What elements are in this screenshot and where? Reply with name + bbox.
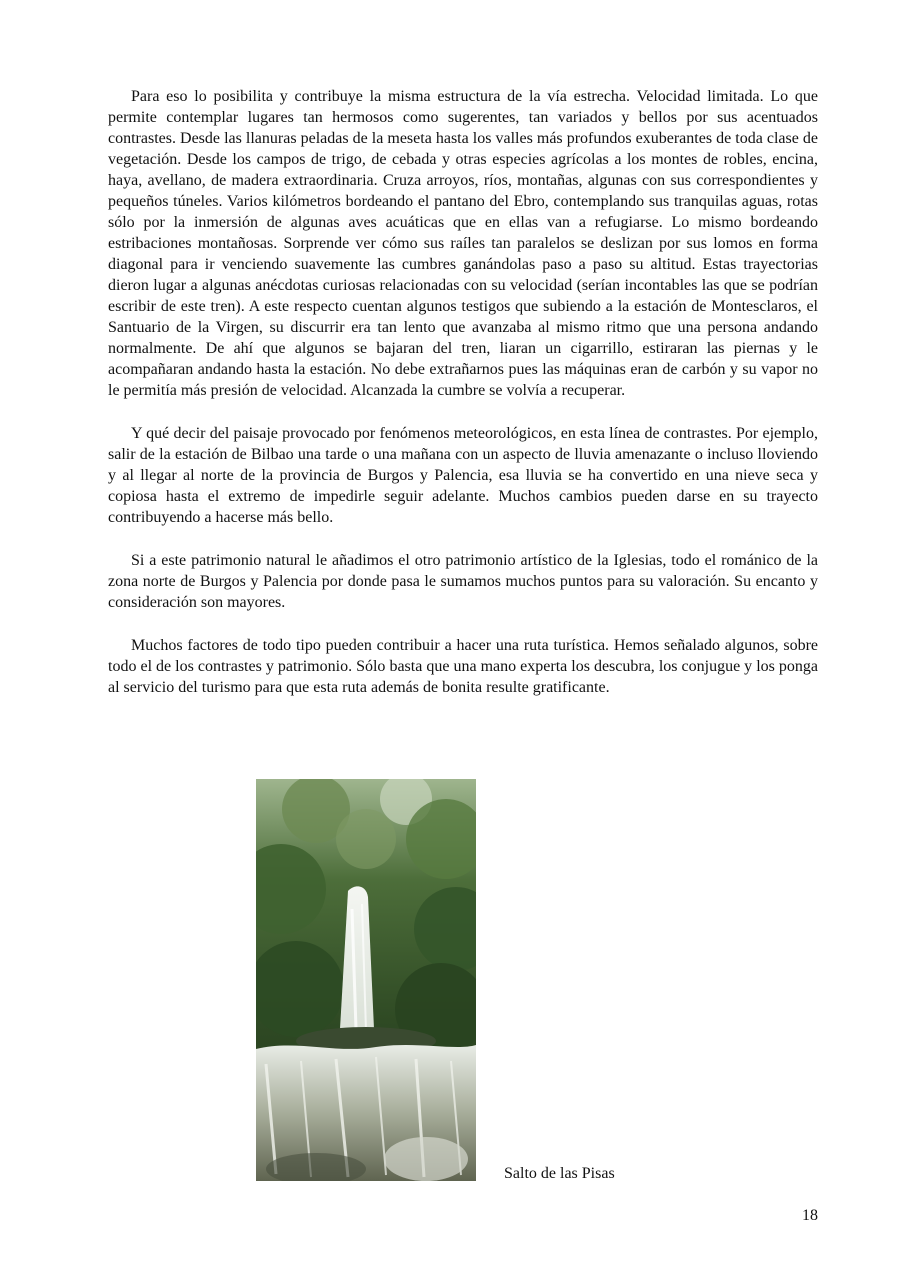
paragraph-ruta-turistica: Muchos factores de todo tipo pueden contribuir a hacer una ruta turística. Hemos señalado algunos, sobre todo el de los contrastes y patrimonio. Sólo basta que una mano experta los descubra, los conjugue y los ponga al servicio del turismo para que esta ruta además de bonita resulte gratificante. <box>108 637 818 696</box>
page-number: 18 <box>802 1207 818 1224</box>
waterfall-photo <box>256 779 476 1181</box>
document-body <box>108 86 818 720</box>
figure-caption: Salto de las Pisas <box>504 1165 615 1182</box>
paragraph-patrimonio-artistico: Si a este patrimonio natural le añadimos el otro patrimonio artístico de la Iglesias, todo el románico de la zona norte de Burgos y Palencia por donde pasa le sumamos muchos puntos para su valoración. Su encanto y consideración son mayores. <box>108 552 818 611</box>
paragraph-paisaje-meteorologico: Y qué decir del paisaje provocado por fenómenos meteorológicos, en esta línea de contrastes. Por ejemplo, salir de la estación de Bilbao una tarde o una mañana con un aspecto de lluvia amenazante o incluso lloviendo y al llegar al norte de la provincia de Burgos y Palencia, esa lluvia se ha convertido en una nieve seca y copiosa hasta el extremo de impedirle seguir adelante. Muchos cambios pueden darse en su trayecto contribuyendo a hacerse más bello. <box>108 425 818 526</box>
paragraph-via-estrecha: Para eso lo posibilita y contribuye la misma estructura de la vía estrecha. Velocidad limitada. Lo que permite contemplar lugares tan hermosos como sugerentes, tan variados y bellos por sus acentuados contrastes. Desde las llanuras peladas de la meseta hasta los valles más profundos exuberantes de toda clase de vegetación. Desde los campos de trigo, de cebada y otras especies agrícolas a los montes de robles, encina, haya, avellano, de madera extraordinaria. Cruza arroyos, ríos, montañas, algunas con sus correspondientes y pequeños túneles. Varios kilómetros bordeando el pantano del Ebro, contemplando sus tranquilas aguas, rotas sólo por la inmersión de algunas aves acuáticas que en ellas van a refugiarse. Lo mismo bordeando estribaciones montañosas. Sorprende ver cómo sus raíles tan paralelos se deslizan por sus lomos en forma diagonal para ir venciendo suavemente las cumbres ganándolas paso a paso su altitud. Estas trayectorias dieron lugar a algunas anécdotas curiosas relacionadas con su velocidad (serían incontables las que se podrían escribir de este tren). A este respecto cuentan algunos testigos que subiendo a la estación de Montesclaros, el Santuario de la Virgen, su discurrir era tan lento que avanzaba al mismo ritmo que una persona andando normalmente. De ahí que algunos se bajaran del tren, liaran un cigarrillo, estiraran las piernas y le acompañaran andando hasta la estación. No debe extrañarnos pues las máquinas eran de carbón y su vapor no le permitía más presión de velocidad. Alcanzada la cumbre se volvía a recuperar. <box>108 88 818 399</box>
